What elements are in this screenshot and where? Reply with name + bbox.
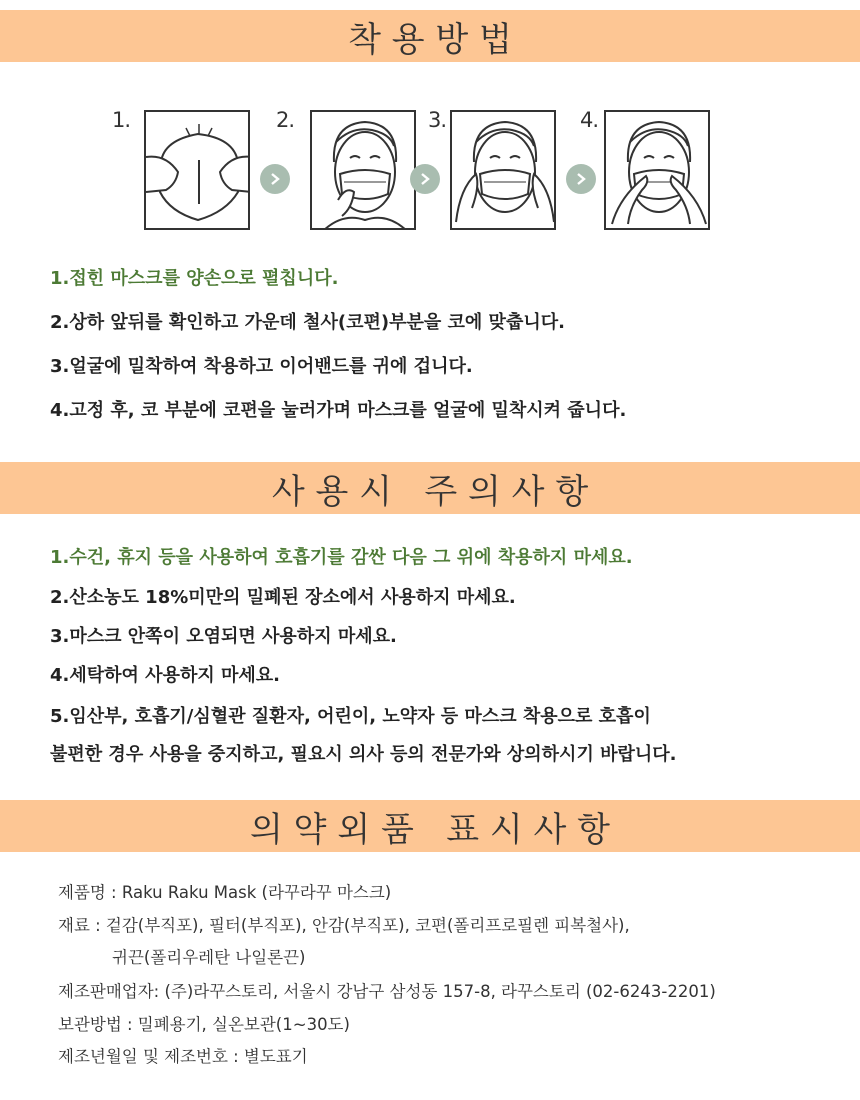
caution-item-2: 2.산소농도 18%미만의 밀폐된 장소에서 사용하지 마세요.: [50, 587, 516, 608]
product-name-line: 제품명 : Raku Raku Mask (라꾸라꾸 마스크): [58, 883, 392, 902]
usage-header-band: [0, 10, 860, 62]
mask-ear-band-illustration: [450, 110, 556, 230]
caution-header-band: [0, 462, 860, 514]
step-number-2: 2.: [276, 108, 295, 132]
caution-item-3: 3.마스크 안쪽이 오염되면 사용하지 마세요.: [50, 626, 397, 647]
manufacture-date-line: 제조년월일 및 제조번호 : 별도표기: [58, 1047, 308, 1066]
materials-line: 재료 : 겉감(부직포), 필터(부직포), 안감(부직포), 코편(폴리프로필렌 피복철사),: [58, 916, 630, 935]
storage-line: 보관방법 : 밀폐용기, 실온보관(1~30도): [58, 1015, 350, 1034]
usage-steps: [110, 104, 730, 230]
instruction-1: 1.접힌 마스크를 양손으로 펼칩니다.: [50, 268, 339, 289]
chevron-right-icon: [260, 164, 290, 194]
caution-item-5-cont: 불편한 경우 사용을 중지하고, 필요시 의사 등의 전문가와 상의하시기 바랍니다.: [50, 744, 677, 765]
mask-unfold-illustration: [144, 110, 250, 230]
step-number-4: 4.: [580, 108, 599, 132]
instruction-3: 3.얼굴에 밀착하여 착용하고 이어밴드를 귀에 겁니다.: [50, 356, 473, 377]
labeling-header-band: [0, 800, 860, 852]
caution-item-1: 1.수건, 휴지 등을 사용하여 호흡기를 감싼 다음 그 위에 착용하지 마세요.: [50, 547, 633, 568]
materials-line-cont: 귀끈(폴리우레탄 나일론끈): [112, 948, 306, 967]
chevron-right-icon: [566, 164, 596, 194]
instruction-2: 2.상하 앞뒤를 확인하고 가운데 철사(코편)부분을 코에 맞춥니다.: [50, 312, 565, 333]
caution-title: 사 용 시 주 의 사 항: [271, 471, 589, 512]
caution-item-4: 4.세탁하여 사용하지 마세요.: [50, 665, 281, 686]
mask-press-nose-illustration: [604, 110, 710, 230]
instruction-4: 4.고정 후, 코 부분에 코편을 눌러가며 마스크를 얼굴에 밀착시켜 줍니다.: [50, 400, 627, 421]
manufacturer-line: 제조판매업자: (주)라꾸스토리, 서울시 강남구 삼성동 157-8, 라꾸스토리 (02-6243-2201): [58, 982, 716, 1001]
chevron-right-icon: [410, 164, 440, 194]
labeling-title: 의 약 외 품 표 시 사 항: [249, 809, 611, 850]
step-number-1: 1.: [112, 108, 131, 132]
mask-nose-fit-illustration: [310, 110, 416, 230]
step-number-3: 3.: [428, 108, 447, 132]
caution-item-5: 5.임산부, 호흡기/심혈관 질환자, 어린이, 노약자 등 마스크 착용으로 호흡이: [50, 706, 651, 727]
usage-title: 착 용 방 법: [348, 19, 512, 60]
